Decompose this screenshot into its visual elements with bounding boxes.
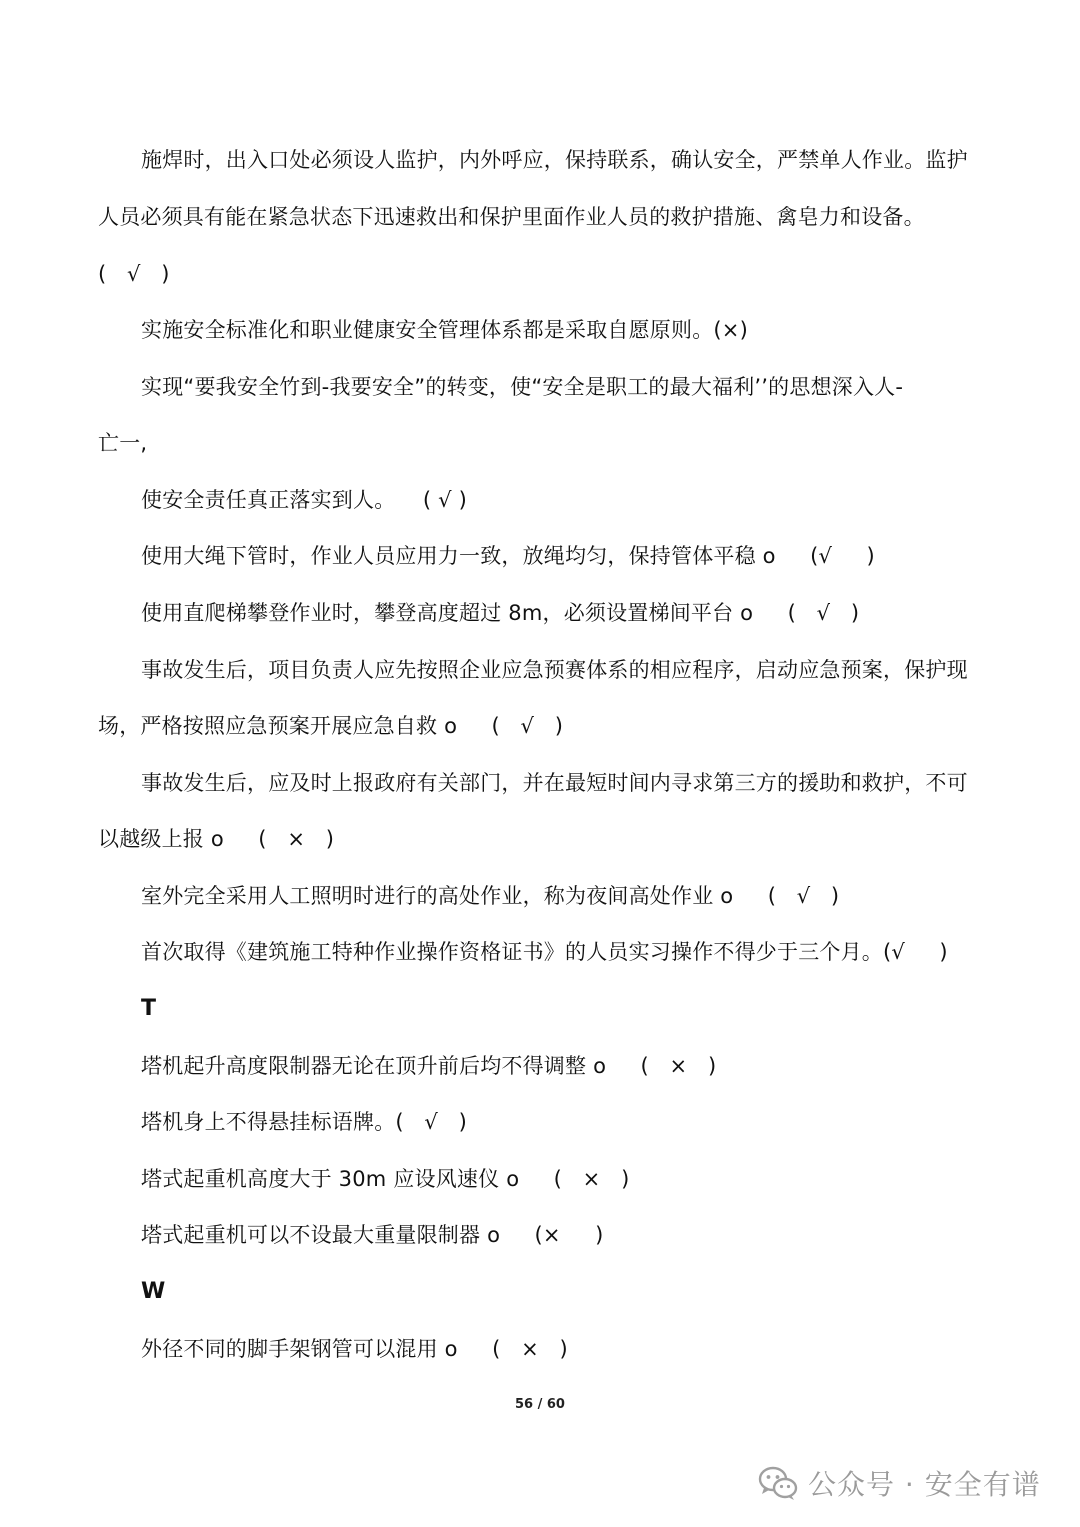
text-line: 事故发生后，应及时上报政府有关部门，并在最短时间内寻求第三方的援助和救护，不可 [141, 771, 968, 795]
text-line: 首次取得《建筑施工特种作业操作资格证书》的人员实习操作不得少于三个月。(√ ) [141, 940, 948, 964]
text-line: 使用大绳下管时，作业人员应用力一致，放绳均匀，保持管体平稳 o (√ ) [141, 544, 875, 568]
watermark [758, 1460, 1041, 1506]
text-line: 塔机身上不得悬挂标语牌。( √ ) [141, 1110, 468, 1134]
text-line: ( √ ) [98, 262, 170, 286]
text-line: 施焊时，出入口处必须设人监护，内外呼应，保持联系，确认安全，严禁单人作业。监护 [141, 148, 968, 172]
text-line: 实现“要我安全竹到-我要安全”的转变，使“安全是职工的最大福利’’的思想深入人- [141, 375, 904, 399]
text-line: 场，严格按照应急预案开展应急自救 o ( √ ) [98, 714, 564, 738]
text-line: 外径不同的脚手架钢管可以混用 o ( × ) [141, 1337, 568, 1361]
text-line: 塔式起重机可以不设最大重量限制器 o (× ) [141, 1223, 604, 1247]
text-line: 使安全责任真正落实到人。 ( √ ) [141, 488, 468, 512]
text-line: 使用直爬梯攀登作业时，攀登高度超过 8m，必须设置梯间平台 o ( √ ) [141, 601, 860, 625]
text-line: 事故发生后，项目负责人应先按照企业应急预赛体系的相应程序，启动应急预案，保护现 [141, 658, 968, 682]
section-heading: W [141, 1279, 166, 1304]
text-line: 塔机起升高度限制器无论在顶升前后均不得调整 o ( × ) [141, 1054, 717, 1078]
section-heading: T [141, 996, 157, 1021]
page-number: 56 / 60 [515, 1397, 565, 1412]
text-line: 亡一, [98, 431, 148, 455]
text-line: 室外完全采用人工照明时进行的高处作业，称为夜间高处作业 o ( √ ) [141, 884, 840, 908]
text-line: 人员必须具有能在紧急状态下迅速救出和保护里面作业人员的救护措施、禽皂力和设备。 [98, 205, 925, 229]
text-line: 以越级上报 o ( × ) [98, 827, 335, 851]
text-line: 实施安全标准化和职业健康安全管理体系都是采取自愿原则。(×) [141, 318, 748, 342]
text-line: 塔式起重机高度大于 30m 应设风速仪 o ( × ) [141, 1167, 630, 1191]
watermark-text: 公众号 · 安全有谱 [808, 1468, 1041, 1501]
wechat-icon [758, 1465, 798, 1501]
